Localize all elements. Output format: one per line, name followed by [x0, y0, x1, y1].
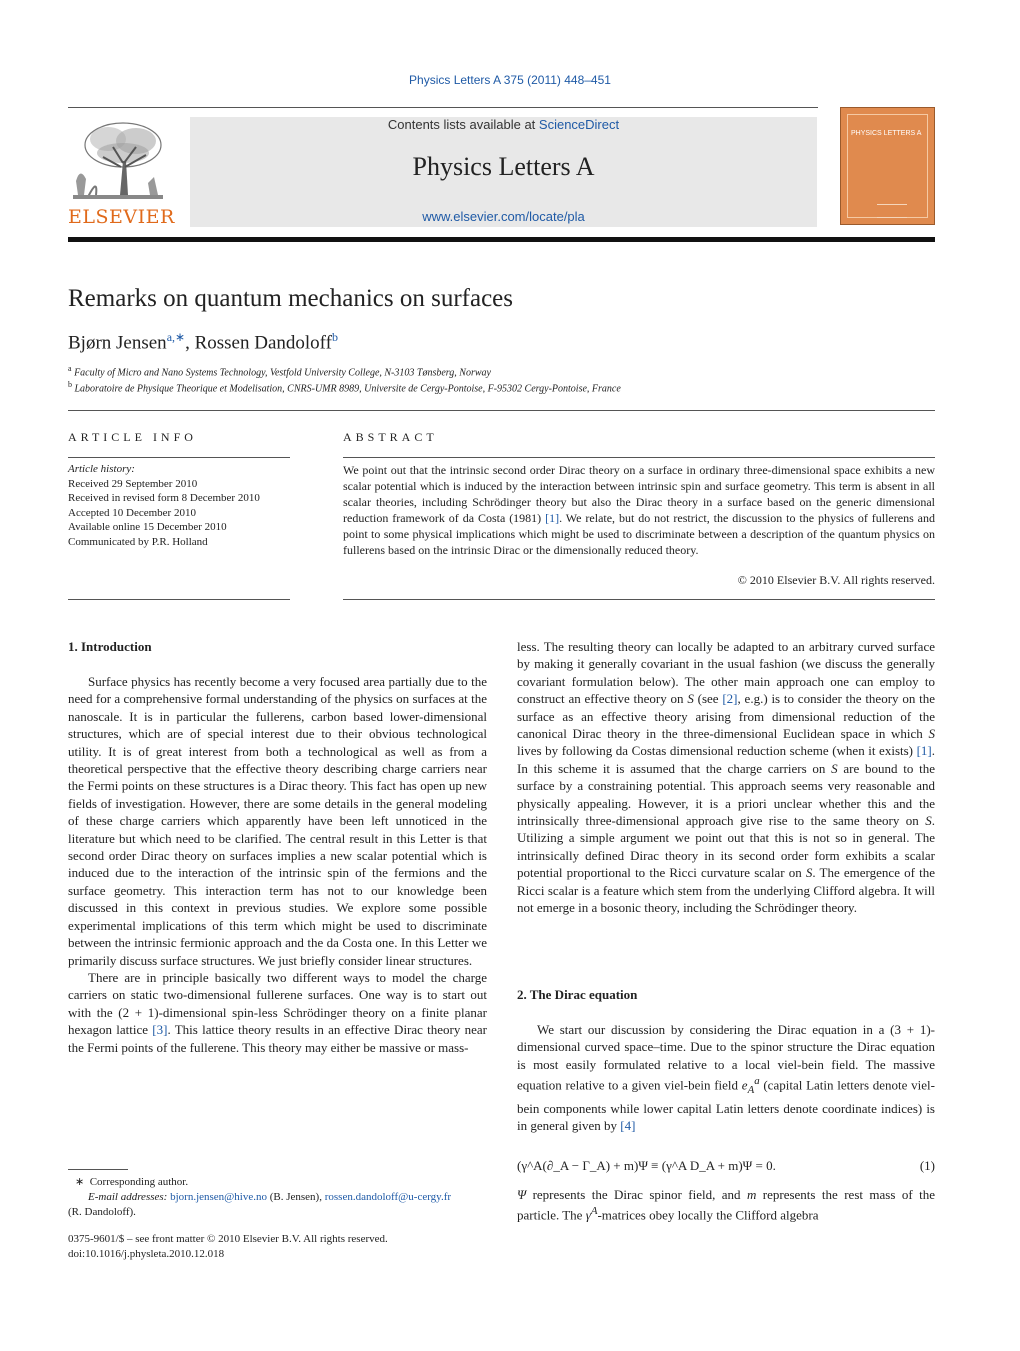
history-item: Received in revised form 8 December 2010 [68, 492, 260, 504]
history-item: Available online 15 December 2010 [68, 521, 227, 533]
equation-1 [517, 1158, 935, 1174]
citation-link[interactable]: [1] [545, 511, 560, 525]
affiliation-b: $^b$ Laboratoire de Physique Theorique et Modelisation, CNRS-UMR 8989, Universite de Cergy-Pontoise, F-95302 Cergy-Pontoise, France [68, 380, 621, 395]
journal-reference[interactable]: Physics Letters A 375 (2011) 448–451 [409, 73, 611, 87]
equation-body: (γ^A(∂_A − Γ_A) + m)Ψ ≡ (γ^A D_A + m)Ψ = 0. [517, 1158, 776, 1173]
section-heading-dirac-equation: 2. The Dirac equation [517, 987, 638, 1002]
corresponding-author-note: ∗ Corresponding author. E-mail addresses: bjorn.jensen@hive.no (B. Jensen), rossen.dandoloff@u-cergy.fr (R. Dandoloff). [68, 1176, 452, 1218]
abstract-text: We point out that the intrinsic second order Dirac theory on a surface in ordinary three-dimensional space exhibits a new scalar potential which is induced by the interaction between intrinsic spin and surface geometry. This term is absent in all scalar theories, including Schrödinger theory but also the Dirac theory in a surface based on the generic dimensional reduction framework of da Costa (1981) [1]. We relate, but do not restrict, the discussion to the physics of fullerens and point to some physical implications which might be used to discriminate between a description of the quantum physics on fullerens based on the intrinsic Dirac or the dimensionally reduced theory. [343, 463, 935, 557]
email-link[interactable]: rossen.dandoloff@u-cergy.fr [324, 1191, 452, 1203]
citation-link[interactable]: [2] [722, 691, 738, 707]
abstract-top-rule [343, 457, 935, 458]
journal-url-link[interactable]: www.elsevier.com/locate/pla [422, 209, 585, 224]
author-list: Bjørn Jensen$^{a,∗}$, Rossen Dandoloff$^b$ [68, 330, 338, 354]
footnote-rule [68, 1169, 128, 1170]
doi-link[interactable]: doi:10.1016/j.physleta.2010.12.018 [68, 1248, 225, 1260]
citation-link[interactable]: [1] [916, 743, 932, 759]
left-column-text [68, 673, 487, 1056]
contents-line: Contents lists available at ScienceDirect [387, 117, 620, 132]
header-thick-rule [68, 237, 935, 242]
cover-title: PHYSICS LETTERS A [851, 130, 922, 137]
equation-number: (1) [919, 1158, 935, 1173]
dirac-section-text [517, 1021, 935, 1134]
publisher-name: ELSEVIER [68, 206, 175, 228]
article-history: Article history: Received 29 September 2010 Received in revised form 8 December 2010 Accepted 10 December 2010 Available online 15 December 2010 Communicated by P.R. Holland [68, 462, 290, 549]
history-item: Communicated by P.R. Holland [68, 535, 208, 548]
article-title: Remarks on quantum mechanics on surfaces [68, 285, 514, 312]
section-heading-introduction: 1. Introduction [68, 639, 152, 654]
author-name: Bjørn Jensen [68, 332, 167, 354]
abstract-bottom-rule [343, 599, 935, 600]
article-info-heading: ARTICLE INFO [68, 430, 197, 444]
journal-title: Physics Letters A [412, 152, 595, 181]
affiliation-divider [68, 410, 935, 411]
dirac-section-continued [517, 1186, 935, 1224]
paragraph: less. The resulting theory can locally be adapted to an arbitrary curved surface by making it generally covariant in the usual fashion (we discuss the generally covariant formulation below). The other main approach one can employ to construct an effective theory on S (see [2], e.g.) is to consider the theory on the surface as an effective theory arising from dimensional reduction of the canonical Dirac theory in the three-dimensional Euclidean space in which S lives by following da Costas dimensional reduction scheme (when it exists) [1]. In this scheme it is assumed that the charge carriers on S are bound to the surface by a constraining potential. This approach seems very reasonable and physically appealing. However, it is a priori unclear whether this and the intrinsically three-dimensional approach give rise to the same theory on S. Utilizing a simple argument we point out that this is not so in general. The intrinsically defined Dirac theory in its second order form exhibits a scalar potential proportional to the Ricci curvature scalar on S. The emergence of the Ricci scalar is a feature which stem from the underlying Clifford algebra. It will not emerge in a bosonic theory, including the Schrödinger theory. [517, 639, 935, 916]
paragraph: We start our discussion by considering the Dirac equation in a (3 + 1)-dimensional curved space–time. Due to the spinor structure the Dirac equation is most easily formulated relative to a local viel-bein field. The massive equation relative to a given viel-bein field $e_A^a$ (capital Latin letters denote viel-bein components while lower capital Latin letters denote coordinate indices) is in general given by [4] [517, 1022, 936, 1133]
abstract-heading: ABSTRACT [343, 430, 438, 444]
sciencedirect-link[interactable]: ScienceDirect [538, 117, 620, 132]
abstract-copyright: © 2010 Elsevier B.V. All rights reserved. [737, 573, 935, 587]
issn-line: 0375-9601/$ – see front matter © 2010 Elsevier B.V. All rights reserved. [68, 1233, 388, 1245]
history-item: Accepted 10 December 2010 [68, 506, 196, 519]
citation-link[interactable]: [3] [152, 1022, 168, 1038]
author-name: Rossen Dandoloff [194, 332, 332, 354]
paragraph: There are in principle basically two different ways to model the charge carriers on static two-dimensional fullerene surfaces. One way is to start out with the (2 + 1)-dimensional spin-less Schrödinger theory on a finite planar hexagon lattice [3]. This lattice theory results in an effective Dirac theory near the Fermi points of the fullerene. This theory may either be massive or mass- [68, 969, 487, 1055]
info-bottom-rule [68, 599, 290, 600]
email-link[interactable]: bjorn.jensen@hive.no [170, 1191, 267, 1203]
header-divider [68, 107, 818, 108]
author-affiliation-mark[interactable]: b [331, 330, 338, 344]
tree-icon [68, 117, 168, 207]
author-affiliation-mark[interactable]: a,∗ [166, 330, 186, 344]
right-column-text [517, 638, 935, 917]
journal-cover [840, 107, 935, 225]
affiliation-a: $^a$ Faculty of Micro and Nano Systems Technology, Vestfold University College, N-3103 Tønsberg, Norway [68, 364, 491, 379]
cover-decoration [877, 204, 907, 218]
paragraph: Ψ represents the Dirac spinor field, and m represents the rest mass of the particle. The $\gamma^A$-matrices obey locally the Clifford algebra [517, 1187, 935, 1223]
info-top-rule [68, 457, 290, 458]
history-item: Received 29 September 2010 [68, 477, 198, 490]
citation-link[interactable]: [4] [620, 1117, 636, 1133]
paragraph: Surface physics has recently become a very focused area partially due to the need for a comprehensive formal understanding of the physics on surfaces at the nanoscale. It is in particular the fullerens, carbon based lower-dimensional structures, which are of special interest due to their obvious technological utility. It is of great interest from both a technological as well as from a theoretical perspective that the effective theory describing charge carriers near the Fermi points on these structures is a Dirac theory. This fact has open up new fields of investigation. However, there are some details in the general modeling of these charge carriers which apparently have been left unnoticed in the literature but which need to be clarified. The central result in this Letter is that second order Dirac theory on surfaces implies a new scalar potential which is induced due to the interaction of the intrinsic spin of the fermions and the surface geometry. This interaction term has not to our knowledge been discussed in this context in previous studies. We explore some possible experimental implications of this term which might be used to discriminate between the intrinsic fermionic approach and the da Costa one. In this Letter we primarily discuss surface structures. We just briefly consider linear structures. [68, 674, 487, 968]
